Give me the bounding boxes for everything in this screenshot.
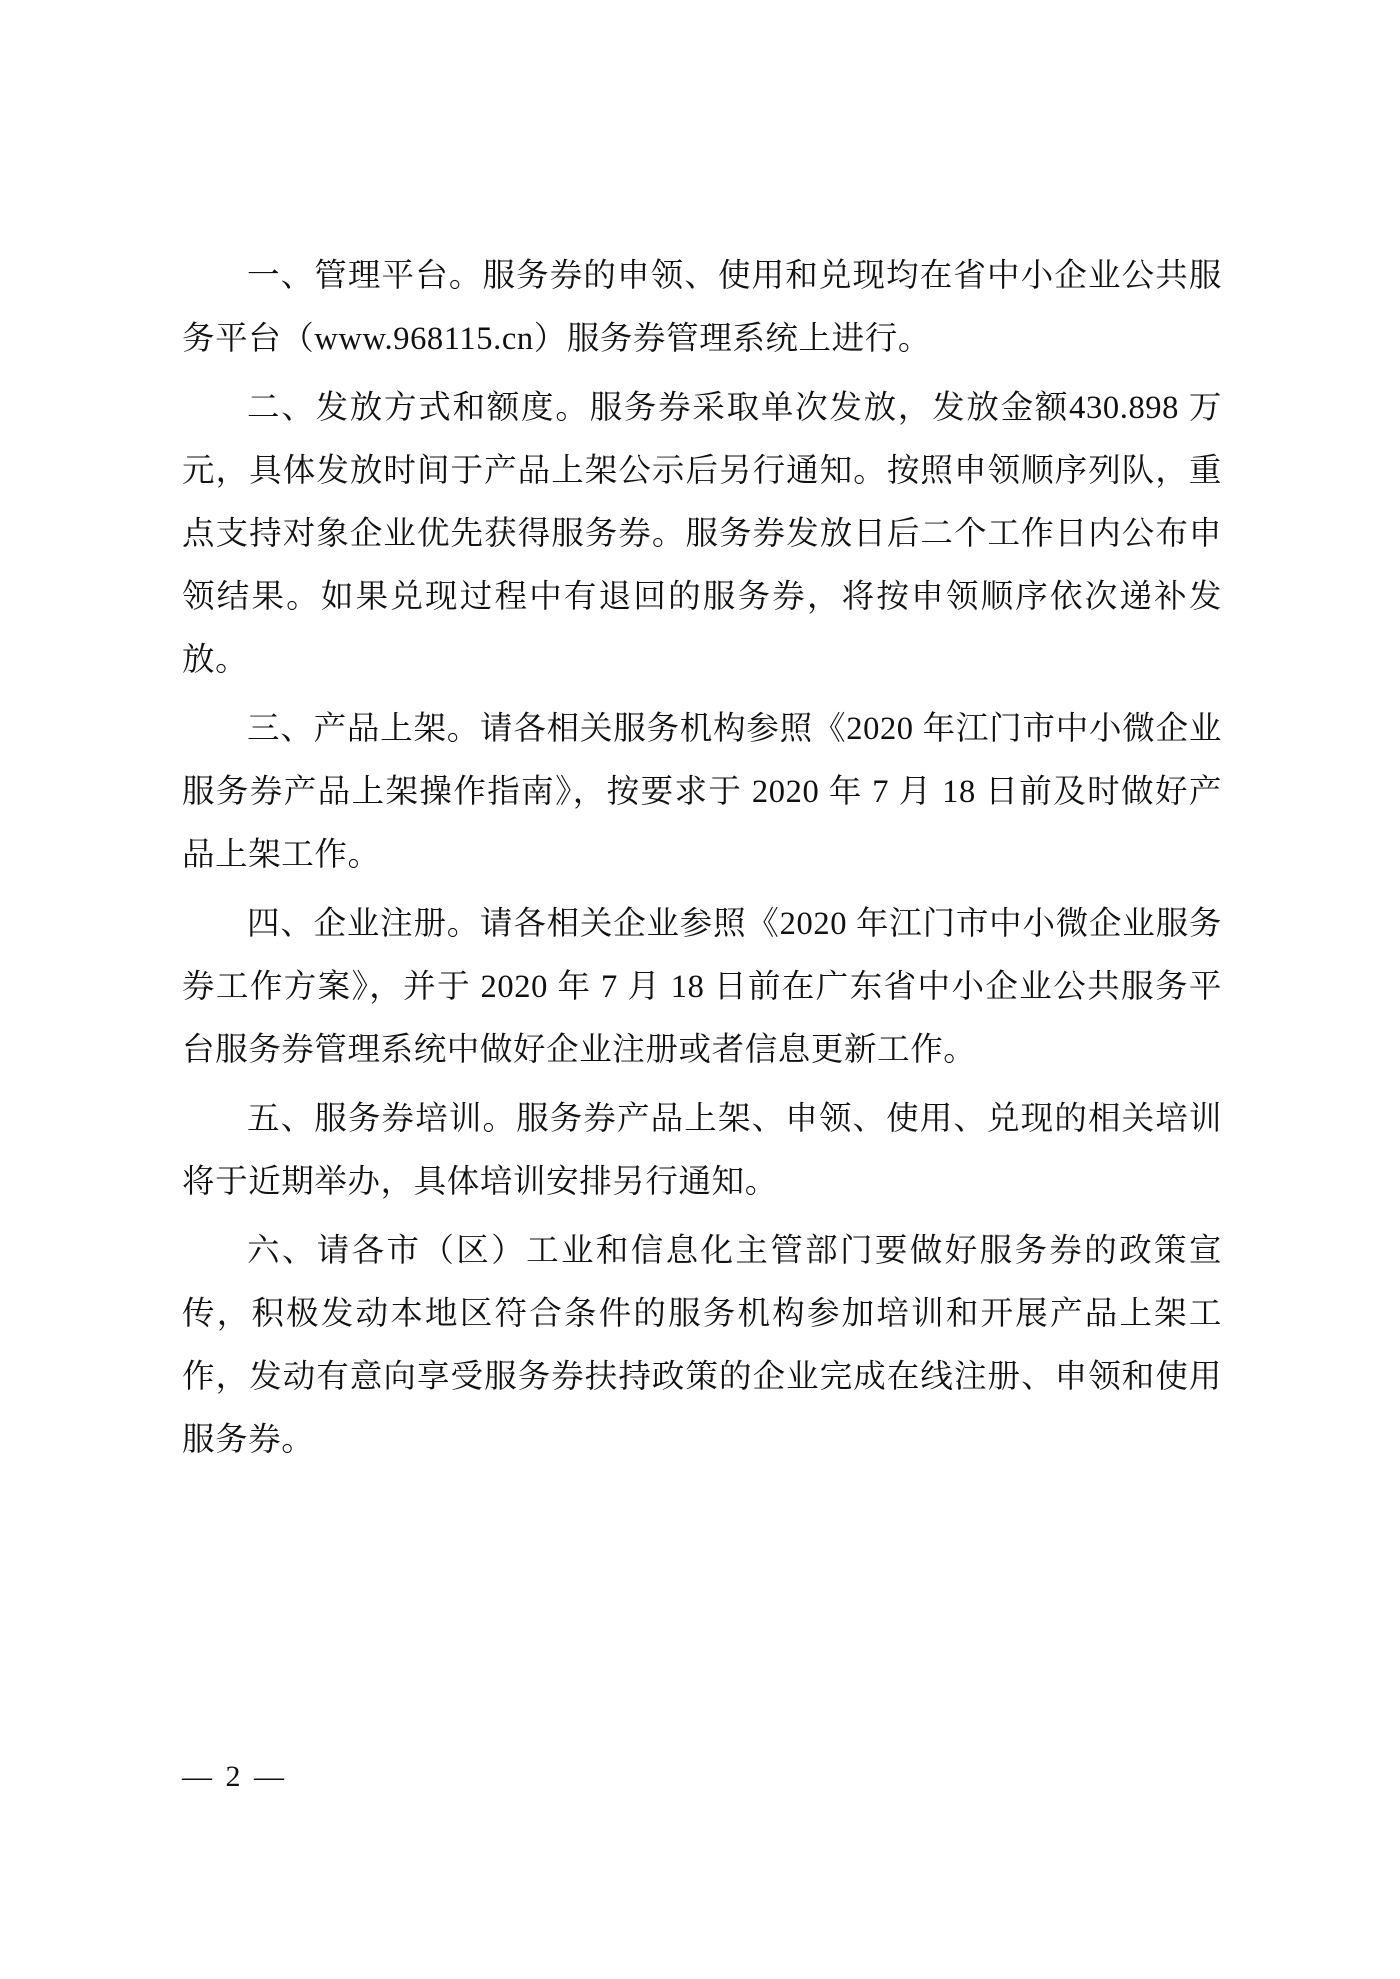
paragraph-2: 二、发放方式和额度。服务券采取单次发放，发放金额430.898 万元，具体发放时间于产品上架公示后另行通知。按照申领顺序列队，重点支持对象企业优先获得服务券。服务券发放日后二个工作日内公布申领结果。如果兑现过程中有退回的服务券，将按申领顺序依次递补发放。 [182,390,1222,678]
paragraph-3: 三、产品上架。请各相关服务机构参照《2020 年江门市中小微企业服务券产品上架操作指南》，按要求于 2020 年 7 月 18 日前及时做好产品上架工作。 [182,711,1222,873]
paragraph-1: 一、管理平台。服务券的申领、使用和兑现均在省中小企业公共服务平台（www.968115.cn）服务券管理系统上进行。 [182,258,1222,357]
paragraph-4: 四、企业注册。请各相关企业参照《2020 年江门市中小微企业服务券工作方案》，并于 2020 年 7 月 18 日前在广东省中小企业公共服务平台服务券管理系统中做好企业注册或者信息更新工作。 [182,906,1222,1068]
page-footer [182,1760,1222,1794]
paragraph-6: 六、请各市（区）工业和信息化主管部门要做好服务券的政策宣传，积极发动本地区符合条件的服务机构参加培训和开展产品上架工作，发动有意向享受服务券扶持政策的企业完成在线注册、申领和使用服务券。 [182,1233,1222,1458]
document-body [182,245,1222,1478]
page-number: — 2 — [182,1760,287,1793]
paragraph-5: 五、服务券培训。服务券产品上架、申领、使用、兑现的相关培训将于近期举办，具体培训安排另行通知。 [182,1101,1222,1200]
